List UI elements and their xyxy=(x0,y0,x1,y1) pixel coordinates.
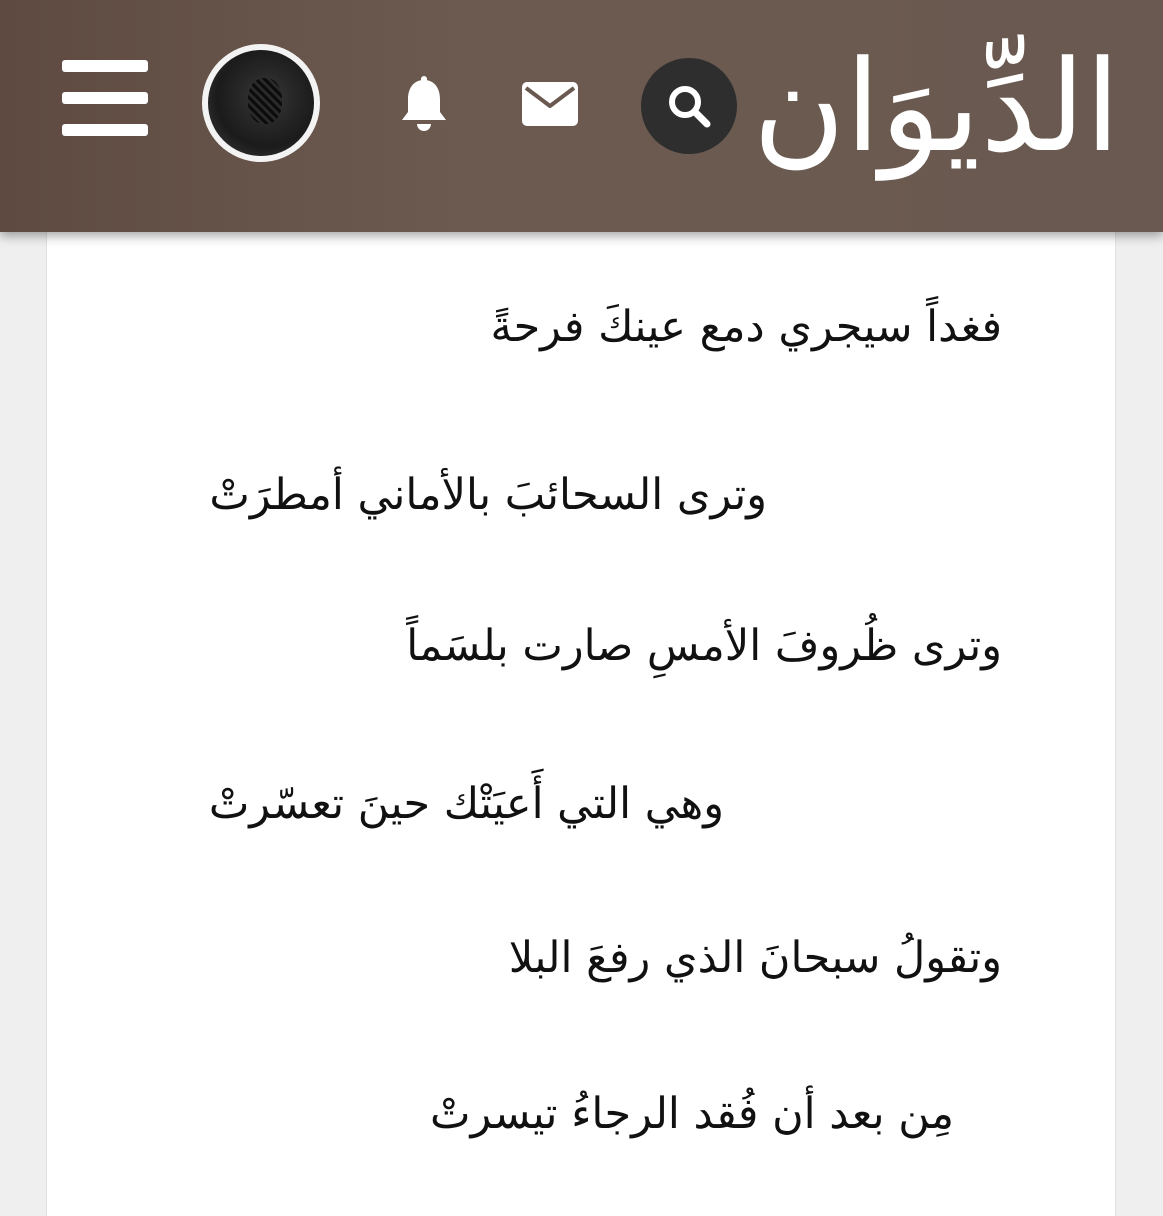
user-avatar[interactable] xyxy=(202,44,320,162)
menu-button[interactable] xyxy=(62,60,148,136)
bell-icon xyxy=(398,76,450,134)
menu-icon-bar xyxy=(62,60,148,72)
poem-line: وترى السحائبَ بالأماني أمطرَتْ xyxy=(209,470,767,520)
poem-line: وهي التي أَعيَتْك حينَ تعسّرتْ xyxy=(208,779,724,829)
menu-icon-bar xyxy=(62,92,148,104)
poem-line: مِن بعد أن فُقد الرجاءُ تيسرتْ xyxy=(430,1089,954,1139)
poem-line: فغداً سيجري دمع عينكَ فرحةً xyxy=(490,302,1002,352)
search-button[interactable] xyxy=(641,58,737,154)
mail-icon xyxy=(522,82,578,126)
top-header xyxy=(0,0,1163,232)
poem-line: وتقولُ سبحانَ الذي رفعَ البلا xyxy=(508,933,1002,983)
notifications-button[interactable] xyxy=(398,76,450,134)
poem-line: وترى ظُروفَ الأمسِ صارت بلسَماً xyxy=(406,621,1002,671)
menu-icon-bar xyxy=(62,124,148,136)
site-logo[interactable] xyxy=(752,22,1120,202)
messages-button[interactable] xyxy=(522,82,578,126)
avatar-image xyxy=(208,50,314,156)
search-icon xyxy=(665,82,713,130)
site-title: الدِّيوَان xyxy=(752,33,1120,180)
